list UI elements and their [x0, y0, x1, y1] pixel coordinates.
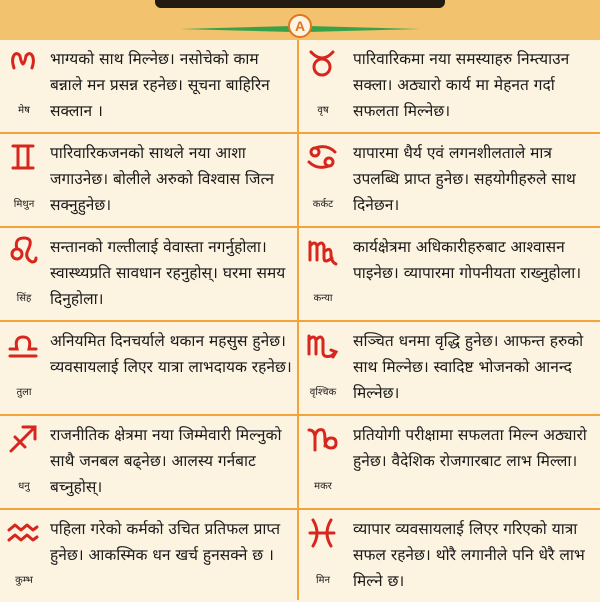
horoscope-text: व्यापार व्यवसायलाई लिएर गरिएको यात्रा सफल रहनेछ। थोरै लगानीले पनि धेरै लाभ मिल्ने छ। — [353, 520, 585, 590]
sign-badge — [4, 234, 42, 312]
header-dark-band — [155, 0, 445, 8]
sign-name: वृष — [317, 105, 329, 116]
sign-badge — [4, 140, 42, 218]
horoscope-text: पारिवारिकमा नया समस्याहरु निम्त्याउन सक्ला। अठ्यारो कार्य मा मेहनत गर्दा सफलता मिल्नेछ। — [353, 50, 570, 120]
sign-cell-meen — [299, 510, 596, 602]
sign-cell-mithun — [0, 134, 297, 226]
horoscope-text: राजनीतिक क्षेत्रमा नया जिम्मेवारी मिल्नुको साथै जनबल बढ्नेछ। आलस्य गर्नबाट बच्नुहोस्। — [50, 426, 282, 496]
libra-icon — [6, 328, 40, 362]
sign-name: मिन — [315, 575, 331, 586]
taurus-icon — [305, 46, 339, 80]
sign-badge — [4, 328, 42, 406]
logo-right-wing — [308, 26, 420, 32]
aries-icon — [6, 46, 40, 80]
sign-name: सिंह — [16, 293, 32, 304]
sign-name: मेष — [18, 105, 30, 116]
pisces-icon — [305, 516, 339, 550]
sign-cell-dhanu — [0, 416, 297, 508]
sign-cell-kanya — [299, 228, 596, 320]
gemini-icon — [6, 140, 40, 174]
horoscope-text: सञ्चित धनमा वृद्धि हुनेछ। आफन्त हरुको साथ मिल्नेछ। स्वादिष्ट भोजनको आनन्द मिल्नेछ। — [353, 332, 584, 402]
logo-letter: A — [294, 18, 306, 34]
horoscope-text: पारिवारिकजनको साथले नया आशा जगाउनेछ। बोलीले अरुको विश्वास जित्न सक्नुहुनेछ। — [50, 144, 274, 214]
logo — [0, 8, 600, 40]
scorpio-icon — [305, 328, 339, 362]
sign-badge — [4, 422, 42, 500]
sign-badge — [4, 46, 42, 124]
sign-name: तुला — [16, 387, 32, 398]
sign-name: वृश्चिक — [309, 387, 337, 398]
sign-name: धनु — [18, 481, 30, 492]
aquarius-icon — [6, 516, 40, 550]
horoscope-text: भाग्यको साथ मिल्नेछ। नसोचेको काम बन्नाले मन प्रसन्न रहनेछ। सूचना बाहिरिन सक्लान । — [50, 50, 270, 120]
logo-left-wing — [180, 26, 292, 32]
sagittarius-icon — [6, 422, 40, 456]
horoscope-text: सन्तानको गल्तीलाई वेवास्ता नगर्नुहोला। स्वास्थ्यप्रति सावधान रहनुहोस्। घरमा समय दिनुहोला। — [50, 238, 286, 308]
leo-icon — [6, 234, 40, 268]
sign-badge — [303, 516, 341, 594]
horoscope-text: प्रतियोगी परीक्षामा सफलता मिल्न अठ्यारो हुनेछ। वैदेशिक रोजगारबाट लाभ मिल्ला। — [353, 426, 587, 470]
sign-badge — [303, 46, 341, 124]
sign-badge — [303, 422, 341, 500]
cancer-icon — [305, 140, 339, 174]
sign-name: कन्या — [313, 293, 333, 304]
sign-cell-makar — [299, 416, 596, 508]
sign-badge — [303, 140, 341, 218]
sign-cell-brischik — [299, 322, 596, 414]
sign-cell-mesh — [0, 40, 297, 132]
sign-name: कर्कट — [312, 199, 334, 210]
sign-badge — [4, 516, 42, 594]
capricorn-icon — [305, 422, 339, 456]
sign-cell-brish — [299, 40, 596, 132]
horoscope-text: यापारमा धैर्य एवं लगनशीलताले मात्र उपलब्धि प्राप्त हुनेछ। सहयोगीहरुले साथ दिनेछन। — [353, 144, 576, 214]
sign-name: मकर — [314, 481, 332, 492]
sign-name: मिथुन — [13, 199, 35, 210]
sign-cell-kumbha — [0, 510, 297, 602]
sign-badge — [303, 328, 341, 406]
horoscope-grid — [0, 40, 600, 600]
sign-cell-tula — [0, 322, 297, 414]
sign-name: कुम्भ — [15, 575, 33, 586]
horoscope-text: कार्यक्षेत्रमा अधिकारीहरुबाट आश्वासन पाइनेछ। व्यापारमा गोपनीयता राख्नुहोला। — [353, 238, 582, 282]
horoscope-text: अनियमित दिनचर्याले थकान महसुस हुनेछ। व्यवसायलाई लिएर यात्रा लाभदायक रहनेछ। — [50, 332, 292, 376]
sign-cell-karkat — [299, 134, 596, 226]
virgo-icon — [305, 234, 339, 268]
sign-badge — [303, 234, 341, 312]
sign-cell-singha — [0, 228, 297, 320]
horoscope-text: पहिला गरेको कर्मको उचित प्रतिफल प्राप्त हुनेछ। आकस्मिक धन खर्च हुनसक्ने छ । — [50, 520, 281, 564]
